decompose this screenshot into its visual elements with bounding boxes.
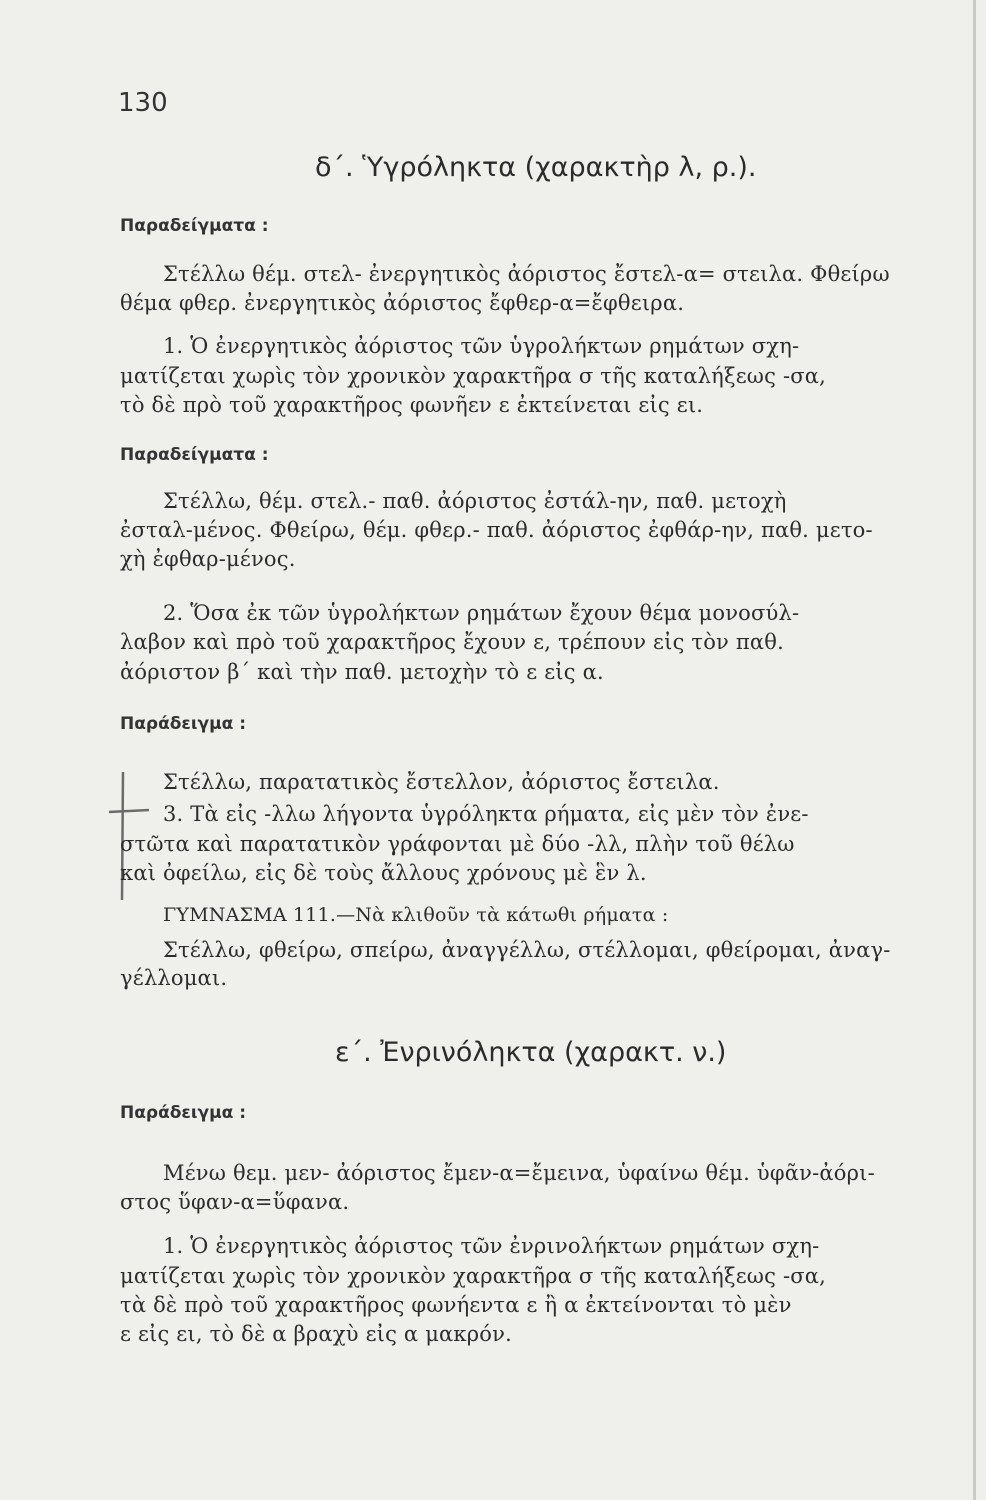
page-edge-line: [973, 0, 976, 1500]
section-heading-e: ε΄. Ἐνρινόληκτα (χαρακτ. ν.): [335, 1037, 727, 1068]
text-line: ματίζεται χωρὶς τὸν χρονικὸν χαρακτῆρα σ τῆς καταλήξεως -σα,: [120, 1264, 827, 1288]
text-line: ματίζεται χωρὶς τὸν χρονικὸν χαρακτῆρα σ τῆς καταλήξεως -σα,: [120, 364, 827, 388]
text-line: Στέλλω, θέμ. στελ.- παθ. ἀόριστος ἐστάλ-ην, παθ. μετοχὴ: [163, 489, 787, 513]
text-line: στῶτα καὶ παρατατικὸν γράφονται μὲ δύο -λλ, πλὴν τοῦ θέλω: [120, 832, 795, 856]
text-line: γέλλομαι.: [120, 966, 228, 990]
examples-label: Παραδείγματα :: [120, 445, 269, 465]
text-line: τὸ δὲ πρὸ τοῦ χαρακτῆρος φωνῆεν ε ἐκτείνεται εἰς ει.: [120, 393, 704, 417]
text-line: Στέλλω θέμ. στελ- ἐνεργητικὸς ἀόριστος ἔστελ-α= στειλα. Φθείρω: [163, 262, 890, 286]
text-line: Στέλλω, παρατατικὸς ἔστελλον, ἀόριστος ἔστειλα.: [163, 770, 720, 794]
text-line: τὰ δὲ πρὸ τοῦ χαρακτῆρος φωνήεντα ε ἢ α ἐκτείνονται τὸ μὲν: [120, 1293, 792, 1317]
text-line: Στέλλω, φθείρω, σπείρω, ἀναγγέλλω, στέλλομαι, φθείρομαι, ἀναγ-: [163, 938, 891, 962]
text-line: στος ὕφαν-α=ὕφανα.: [120, 1190, 350, 1214]
example-label: Παράδειγμα :: [120, 1103, 247, 1123]
text-line: καὶ ὀφείλω, εἰς δὲ τοὺς ἄλλους χρόνους μὲ ἓν λ.: [120, 861, 647, 885]
text-line: ἀόριστον β΄ καὶ τὴν παθ. μετοχὴν τὸ ε εἰς α.: [120, 660, 604, 684]
page-number: 130: [118, 88, 168, 118]
text-line: 1. Ὁ ἐνεργητικὸς ἀόριστος τῶν ἐνρινολήκτων ρημάτων σχη-: [163, 1234, 820, 1258]
text-line: 2. Ὅσα ἐκ τῶν ὑγρολήκτων ρημάτων ἔχουν θέμα μονοσύλ-: [163, 601, 800, 625]
text-line: θέμα φθερ. ἐνεργητικὸς ἀόριστος ἔφθερ-α=ἔφθειρα.: [120, 291, 685, 315]
text-line: ε εἰς ει, τὸ δὲ α βραχὺ εἰς α μακρόν.: [120, 1322, 512, 1346]
section-heading-d: δ΄. Ὑγρόληκτα (χαρακτὴρ λ, ρ.).: [315, 152, 757, 183]
text-line: 1. Ὁ ἐνεργητικὸς ἀόριστος τῶν ὑγρολήκτων ρημάτων σχη-: [163, 334, 800, 358]
text-line: Μένω θεμ. μεν- ἀόριστος ἔμεν-α=ἔμεινα, ὑφαίνω θέμ. ὑφᾶν-ἀόρι-: [163, 1161, 875, 1185]
text-line: χὴ ἐφθαρ-μένος.: [120, 547, 296, 571]
exercise-line: ΓΥΜΝΑΣΜΑ 111.—Νὰ κλιθοῦν τὰ κάτωθι ρήματα :: [163, 904, 669, 926]
example-label: Παράδειγμα :: [120, 714, 247, 734]
text-line: ἐσταλ-μένος. Φθείρω, θέμ. φθερ.- παθ. ἀόριστος ἐφθάρ-ην, παθ. μετο-: [120, 518, 873, 542]
examples-label: Παραδείγματα :: [120, 216, 269, 236]
text-line: λαβον καὶ πρὸ τοῦ χαρακτῆρος ἔχουν ε, τρέπουν εἰς τὸν παθ.: [120, 630, 785, 654]
text-line: 3. Τὰ εἰς -λλω λήγοντα ὑγρόληκτα ρήματα, εἰς μὲν τὸν ἐνε-: [163, 802, 809, 826]
